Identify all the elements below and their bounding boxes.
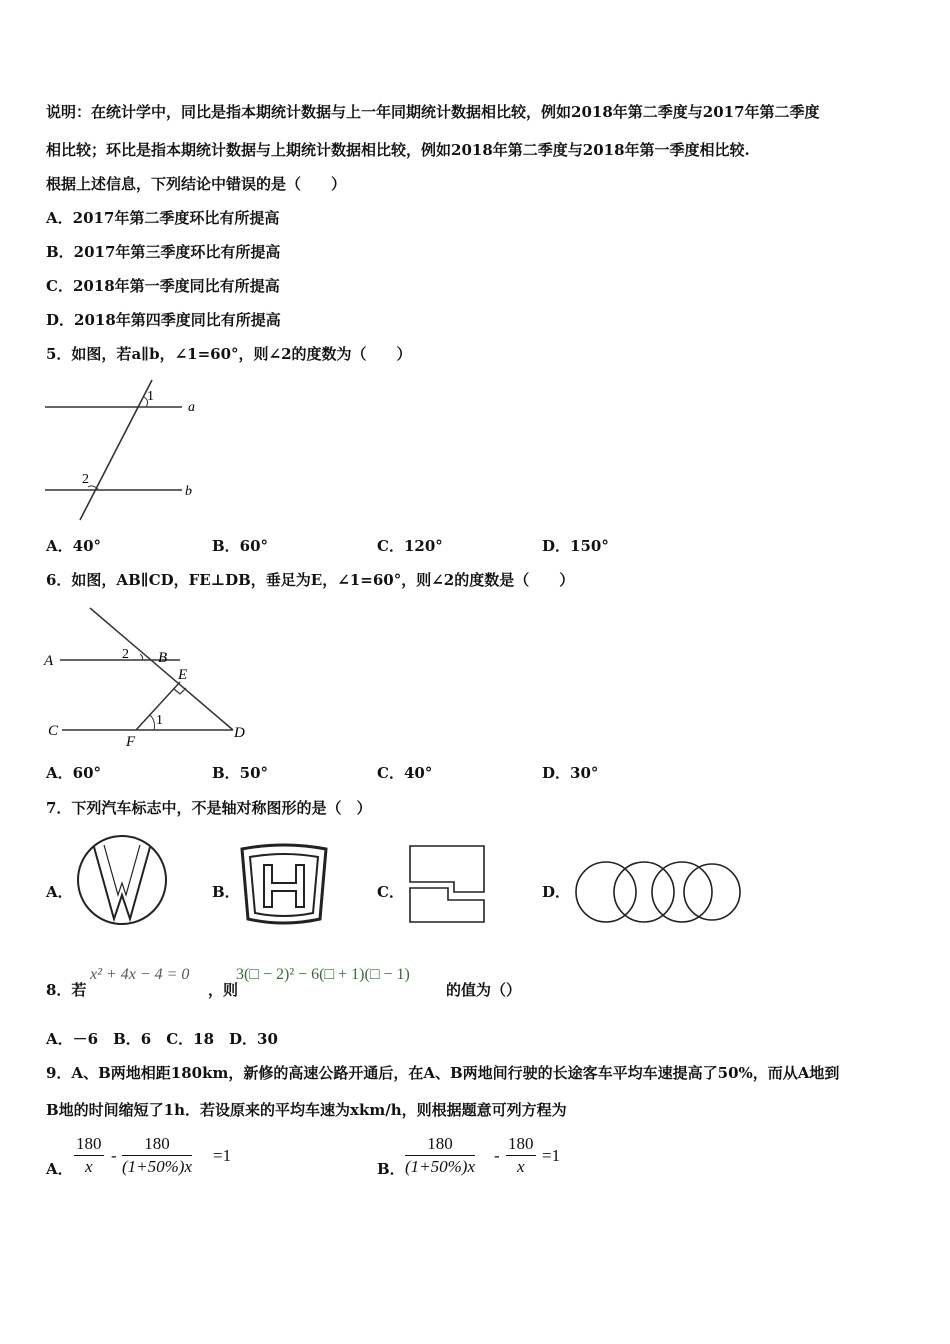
q9-a-frac-1-num: 180	[74, 1134, 104, 1156]
q9-b-frac-2-den: x	[516, 1157, 525, 1176]
q9-a-frac-2-den: (1+50%)x	[122, 1157, 193, 1176]
q7-stem: 7．下列汽车标志中，不是轴对称图形的是（ ）	[46, 799, 372, 817]
block-logo-icon	[406, 844, 488, 924]
q6-geometry-figure	[40, 603, 265, 753]
q5-option-c: C．120°	[377, 537, 443, 555]
q9-option-a-label: A．	[46, 1160, 73, 1178]
intro-option-b: B．2017年第三季度环比有所提高	[46, 243, 281, 261]
q9-b-frac-2	[506, 1134, 536, 1177]
intro-line-1: 说明：在统计学中，同比是指本期统计数据与上一年同期统计数据相比较，例如2018年第二季度与2017年第二季度	[46, 103, 820, 121]
intro-option-c: C．2018年第一季度同比有所提高	[46, 277, 280, 295]
q5-option-a: A．40°	[46, 537, 102, 555]
q8-mid: ，则	[208, 981, 239, 999]
q9-a-equals: =1	[213, 1146, 232, 1165]
q8-suffix: 的值为（）	[446, 981, 522, 999]
intro-option-a: A．2017年第二季度环比有所提高	[46, 209, 280, 227]
q8-equation-1: x² + 4x − 4 = 0	[90, 966, 190, 983]
q5-option-b: B．60°	[212, 537, 269, 555]
q5-label-1: 1	[147, 389, 154, 404]
q6-label-f: F	[126, 734, 136, 750]
q6-label-e: E	[178, 667, 188, 683]
q9-b-frac-1	[405, 1134, 475, 1177]
intro-line-2: 相比较；环比是指本期统计数据与上期统计数据相比较，例如2018年第二季度与2018年第一季度相比较.	[46, 141, 750, 159]
q9-a-frac-2	[122, 1134, 192, 1177]
q9-a-minus: -	[111, 1146, 117, 1165]
q9-line-2: B地的时间缩短了1h．若设原来的平均车速为xkm/h，则根据题意可列方程为	[46, 1101, 567, 1119]
q6-label-1: 1	[156, 713, 163, 728]
q5-label-a: a	[188, 400, 195, 415]
vw-logo-icon	[74, 833, 174, 929]
q6-label-c: C	[48, 723, 59, 739]
q6-label-d: D	[234, 725, 245, 741]
q6-option-d: D．30°	[542, 764, 599, 782]
q6-option-a: A．60°	[46, 764, 102, 782]
q9-b-minus: -	[494, 1146, 500, 1165]
honda-logo-icon	[236, 843, 332, 927]
q9-a-frac-1	[74, 1134, 104, 1177]
q5-label-b: b	[185, 484, 192, 499]
q9-a-frac-2-num: 180	[122, 1134, 192, 1156]
q6-label-2: 2	[122, 647, 129, 662]
q6-stem: 6．如图，AB∥CD，FE⊥DB，垂足为E，∠1=60°，则∠2的度数是（ ）	[46, 571, 575, 589]
q5-stem: 5．如图，若a∥b，∠1=60°，则∠2的度数为（ ）	[46, 345, 412, 363]
q9-b-frac-1-num: 180	[405, 1134, 475, 1156]
q9-b-frac-2-num: 180	[506, 1134, 536, 1156]
q9-line-1: 9．A、B两地相距180km，新修的高速公路开通后，在A、B两地间行驶的长途客车平均车速提高了50%，而从A地到	[46, 1064, 840, 1082]
q8-prefix: 8．若	[46, 981, 87, 999]
audi-rings-icon	[566, 858, 746, 926]
q9-b-equals: =1	[542, 1146, 561, 1165]
q5-transversal	[80, 380, 152, 520]
intro-option-d: D．2018年第四季度同比有所提高	[46, 311, 281, 329]
q7-option-d-label: D．	[542, 883, 571, 901]
q9-a-frac-1-den: x	[84, 1157, 93, 1176]
q7-option-c-label: C．	[377, 883, 404, 901]
q7-option-a-label: A．	[46, 883, 73, 901]
q9-b-frac-1-den: (1+50%)x	[405, 1157, 476, 1176]
intro-question: 根据上述信息，下列结论中错误的是（ ）	[46, 175, 347, 193]
q5-parallel-lines-figure	[40, 375, 210, 525]
q9-option-b-label: B．	[377, 1160, 405, 1178]
q5-option-d: D．150°	[542, 537, 609, 555]
q6-option-c: C．40°	[377, 764, 433, 782]
q6-label-b: B	[158, 650, 168, 666]
q6-option-b: B．50°	[212, 764, 269, 782]
q8-expression: 3(□ − 2)² − 6(□ + 1)(□ − 1)	[236, 966, 410, 983]
q8-options: A．－6 B．6 C．18 D．30	[46, 1030, 278, 1048]
q6-line-db	[90, 608, 233, 730]
q5-label-2: 2	[82, 472, 89, 487]
q6-label-a: A	[44, 653, 54, 669]
q7-option-b-label: B．	[212, 883, 240, 901]
